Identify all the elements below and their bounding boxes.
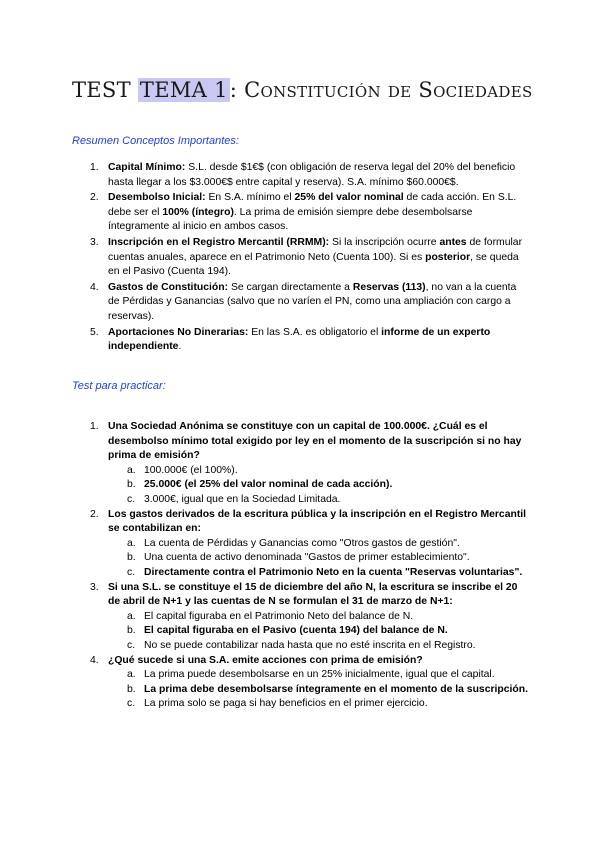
concept-text: , se queda en el Pasivo (Cuenta 194). bbox=[108, 251, 519, 278]
concept-text: En S.A. mínimo el bbox=[205, 192, 295, 204]
concept-text: Si la inscripción ocurre bbox=[329, 236, 440, 248]
option-text: No se puede contabilizar nada hasta que no esté inscrita en el Registro. bbox=[144, 639, 476, 651]
options-list bbox=[127, 668, 528, 712]
question-number: 2. bbox=[90, 508, 99, 520]
option-letter: b. bbox=[127, 625, 136, 637]
option-letter: b. bbox=[127, 479, 136, 491]
question-item bbox=[90, 581, 528, 654]
question-text: Si una S.L. se constituye el 15 de diciembre del año N, la escritura se inscribe el 20 de abril de N+1 y las cuentas de N se formulan el 31 de marzo de N+1: bbox=[108, 581, 518, 608]
option-text: 100.000€ (el 100%). bbox=[144, 464, 238, 476]
concept-item bbox=[90, 236, 523, 280]
option-item bbox=[127, 551, 528, 566]
concept-text: Desembolso Inicial: bbox=[108, 192, 206, 204]
option-text: El capital figuraba en el Pasivo (cuenta 194) del balance de N. bbox=[144, 625, 448, 637]
question-number: 1. bbox=[90, 421, 99, 432]
option-text: Una cuenta de activo denominada "Gastos de primer establecimiento". bbox=[144, 552, 470, 564]
concept-number: 1. bbox=[90, 162, 99, 173]
concept-number: 5. bbox=[90, 326, 99, 338]
concept-number: 2. bbox=[90, 192, 99, 204]
question-item bbox=[90, 420, 528, 508]
question-text: Los gastos derivados de la escritura pública y la inscripción en el Registro Mercantil se contabilizan en: bbox=[108, 508, 527, 535]
concept-item bbox=[90, 191, 523, 235]
option-text: La prima debe desembolsarse íntegramente en el momento de la suscripción. bbox=[144, 683, 528, 695]
concept-text: Se cargan directamente a bbox=[228, 281, 353, 293]
concepts-list bbox=[90, 161, 523, 356]
concept-text: Capital Mínimo: bbox=[108, 162, 186, 173]
option-letter: b. bbox=[127, 683, 136, 695]
question-item bbox=[90, 654, 528, 712]
option-item bbox=[127, 493, 528, 508]
concept-text: . La prima de emisión siempre debe desembolsarse íntegramente al inicio en ambos casos. bbox=[108, 206, 473, 233]
option-item bbox=[127, 639, 528, 654]
concept-text: Aportaciones No Dinerarias: bbox=[108, 326, 249, 338]
title-highlight: TEMA 1 bbox=[139, 78, 228, 102]
option-item bbox=[127, 668, 528, 683]
options-list bbox=[127, 610, 528, 654]
resumen-label: Resumen Conceptos Importantes: bbox=[72, 135, 239, 147]
concept-item bbox=[90, 161, 523, 190]
concept-item bbox=[90, 281, 523, 325]
concept-number: 4. bbox=[90, 281, 99, 293]
option-letter: c. bbox=[127, 566, 136, 578]
option-item bbox=[127, 610, 528, 625]
question-number: 4. bbox=[90, 654, 99, 666]
question-number: 3. bbox=[90, 581, 99, 593]
concept-text: S.L. desde $1€$ (con obligación de reserva legal del 20% del beneficio hasta llegar a los $3.000€$ entre capital y reserva). S.A. mínimo $60.000€$. bbox=[108, 162, 516, 188]
option-text: 3.000€, igual que en la Sociedad Limitada. bbox=[144, 493, 341, 505]
concept-item bbox=[90, 326, 523, 355]
question-text: ¿Qué sucede si una S.A. emite acciones con prima de emisión? bbox=[108, 654, 423, 666]
concept-text: Inscripción en el Registro Mercantil (RRMM): bbox=[108, 236, 330, 248]
option-letter: a. bbox=[127, 610, 136, 622]
option-text: La prima puede desembolsarse en un 25% inicialmente, igual que el capital. bbox=[144, 669, 495, 681]
questions-list bbox=[90, 420, 528, 712]
option-text: Directamente contra el Patrimonio Neto en la cuenta "Reservas voluntarias". bbox=[144, 566, 523, 578]
option-text: La cuenta de Pérdidas y Ganancias como "Otros gastos de gestión". bbox=[144, 537, 460, 549]
option-item bbox=[127, 566, 528, 581]
option-letter: c. bbox=[127, 698, 136, 710]
option-text: 25.000€ (el 25% del valor nominal de cada acción). bbox=[144, 479, 393, 491]
option-letter: b. bbox=[127, 552, 136, 564]
concept-text: En las S.A. es obligatorio el bbox=[248, 326, 382, 338]
options-list bbox=[127, 464, 528, 508]
question-text: Una Sociedad Anónima se constituye con un capital de 100.000€. ¿Cuál es el desembolso mínimo total exigido por ley en el momento de la suscripción si no hay prima de emisión? bbox=[108, 421, 522, 462]
option-letter: c. bbox=[127, 493, 136, 505]
option-letter: a. bbox=[127, 669, 136, 681]
option-item bbox=[127, 624, 528, 639]
page-title bbox=[72, 78, 533, 102]
title-rest: : Constitución de Sociedades bbox=[229, 78, 533, 102]
options-list bbox=[127, 537, 528, 581]
concept-text: 100% (íntegro) bbox=[162, 206, 234, 218]
option-letter: a. bbox=[127, 537, 136, 549]
concept-text: de cada acción. En S.L. debe ser el bbox=[108, 192, 517, 218]
concept-text: . bbox=[178, 341, 182, 353]
option-letter: c. bbox=[127, 639, 136, 651]
concept-text: , no van a la cuenta de Pérdidas y Ganancias (salvo que no varíen el PN, como una ampliación con cargo a reservas). bbox=[108, 281, 517, 322]
option-item bbox=[127, 683, 528, 698]
option-item bbox=[127, 464, 528, 479]
title-prefix: TEST bbox=[72, 78, 138, 102]
option-item bbox=[127, 478, 528, 493]
option-text: El capital figuraba en el Patrimonio Neto del balance de N. bbox=[144, 610, 414, 622]
concept-text: Gastos de Constitución: bbox=[108, 281, 229, 293]
question-item bbox=[90, 508, 528, 581]
concept-number: 3. bbox=[90, 236, 99, 248]
concept-text: informe de un experto independiente bbox=[108, 326, 491, 353]
option-item bbox=[127, 537, 528, 552]
option-letter: a. bbox=[127, 464, 136, 476]
concept-text: Reservas (113) bbox=[352, 281, 426, 293]
option-text: La prima solo se paga si hay beneficios en el primer ejercicio. bbox=[144, 698, 428, 710]
test-label: Test para practicar: bbox=[72, 380, 166, 392]
concept-text: antes bbox=[439, 236, 467, 248]
option-item bbox=[127, 697, 528, 712]
concept-text: posterior bbox=[425, 251, 471, 263]
concept-text: de formular cuentas anuales, aparece en el Patrimonio Neto (Cuenta 100). Si es bbox=[108, 236, 523, 263]
concept-text: 25% del valor nominal bbox=[294, 192, 404, 204]
